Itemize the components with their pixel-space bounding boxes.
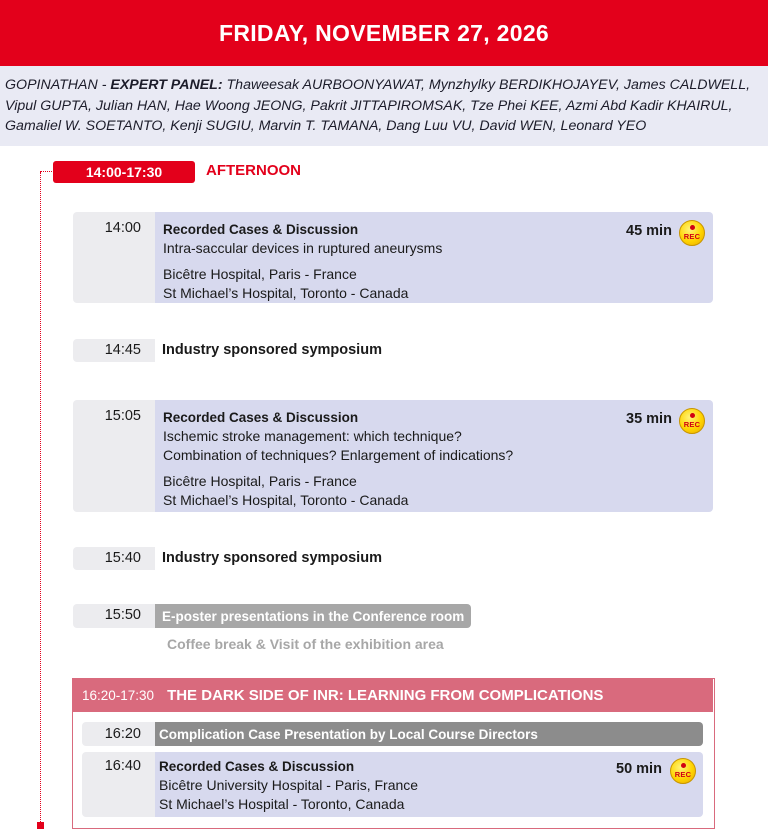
session-time: 14:45 — [73, 339, 155, 362]
rec-text: REC — [683, 420, 701, 429]
rec-dot — [690, 225, 695, 230]
expert-panel-label: EXPERT PANEL: — [110, 77, 223, 93]
period-time-badge: 14:00-17:30 — [53, 161, 195, 183]
expert-panel — [0, 66, 768, 146]
timeline-hook — [40, 171, 54, 172]
session-location: St Michael’s Hospital, Toronto - Canada — [163, 285, 409, 301]
rec-icon — [670, 758, 696, 784]
session-duration: 50 min — [616, 761, 662, 777]
period-label: AFTERNOON — [206, 162, 301, 179]
expert-panel-members: Thaweesak AURBOONYAWAT, Mynzhylky BERDIKHOJAYEV, James CALDWELL, Vipul GUPTA, Julian HAN, Hae Woong JEONG, Pakrit JITTAPIROMSAK, Tze Phei KEE, Azmi Abd Kadir KHAIRUL, Gamaliel W. SOETANTO, Kenji SUGIU, Marvin T. TAMANA, Dang Luu VU, David WEN, Leonard YEO — [5, 77, 751, 134]
session-time: 16:40 — [82, 752, 155, 817]
session-duration: 35 min — [626, 411, 672, 427]
rec-icon — [679, 220, 705, 246]
session-time: 15:05 — [73, 400, 155, 512]
rec-dot — [690, 413, 695, 418]
session-title: Recorded Cases & Discussion — [163, 222, 359, 237]
session-title: Recorded Cases & Discussion — [159, 759, 355, 774]
complication-presentation-bar: Complication Case Presentation by Local Course Directors — [155, 722, 703, 746]
session-location: Bicêtre University Hospital - Paris, France — [159, 777, 419, 793]
session-time: 14:00 — [73, 212, 155, 303]
session-location: Bicêtre Hospital, Paris - France — [163, 473, 357, 489]
expert-panel-lead: GOPINATHAN - — [5, 77, 111, 93]
session-industry-symposium: Industry sponsored symposium — [162, 550, 382, 566]
session-time: 15:40 — [73, 547, 155, 570]
session-location: St Michael’s Hospital - Toronto, Canada — [159, 796, 405, 812]
complications-header — [73, 679, 713, 712]
session-time: 16:20 — [82, 722, 155, 746]
session-location: Bicêtre Hospital, Paris - France — [163, 266, 357, 282]
session-description: Combination of techniques? Enlargement of indications? — [163, 447, 514, 463]
session-duration: 45 min — [626, 223, 672, 239]
rec-dot — [681, 763, 686, 768]
complications-time: 16:20-17:30 — [82, 688, 155, 703]
complications-title: THE DARK SIDE OF INR: LEARNING FROM COMPLICATIONS — [167, 687, 604, 704]
session-title: Recorded Cases & Discussion — [163, 410, 359, 425]
session-location: St Michael’s Hospital, Toronto - Canada — [163, 492, 409, 508]
rec-text: REC — [683, 232, 701, 241]
day-header: FRIDAY, NOVEMBER 27, 2026 — [0, 0, 768, 66]
timeline-end-marker — [37, 822, 44, 829]
session-description: Ischemic stroke management: which technique? — [163, 428, 462, 444]
rec-icon — [679, 408, 705, 434]
eposter-bar: E-poster presentations in the Conference room — [155, 604, 471, 628]
session-time: 15:50 — [73, 604, 155, 628]
rec-text: REC — [674, 770, 692, 779]
timeline-line — [40, 172, 41, 824]
session-industry-symposium: Industry sponsored symposium — [162, 342, 382, 358]
coffee-break-note: Coffee break & Visit of the exhibition area — [167, 636, 444, 652]
session-description: Intra-saccular devices in ruptured aneurysms — [163, 240, 443, 256]
